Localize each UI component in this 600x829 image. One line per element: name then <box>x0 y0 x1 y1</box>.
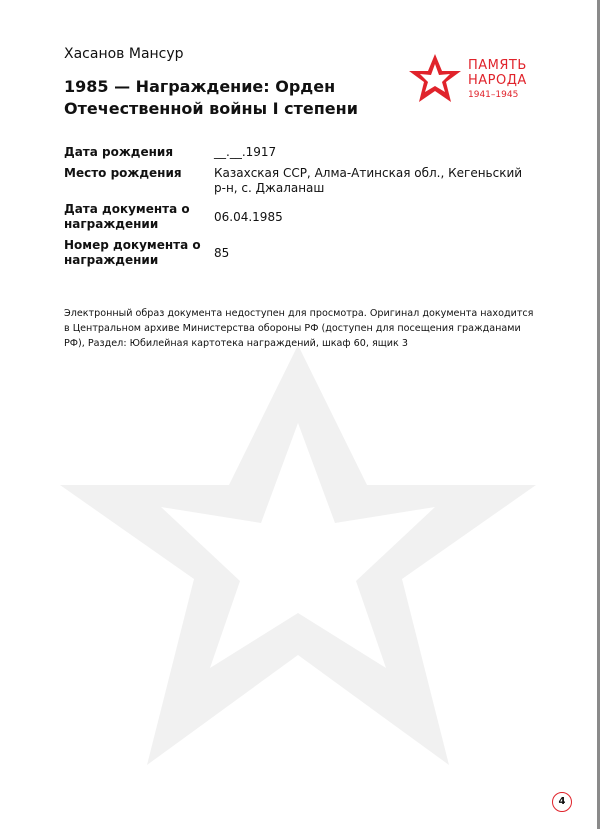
fact-label: Место рождения <box>64 166 182 180</box>
logo-line-2: НАРОДА <box>468 73 527 88</box>
fact-label: Номер документа о награждении <box>64 238 201 267</box>
fact-value: 85 <box>214 245 230 260</box>
logo-years: 1941–1945 <box>468 90 519 100</box>
fact-row-birth-date <box>64 145 534 160</box>
logo-text <box>468 58 527 101</box>
red-star-icon <box>409 54 461 104</box>
fact-value: 06.04.1985 <box>214 209 283 224</box>
fact-row-document-number <box>64 238 534 268</box>
fact-value: __.__.1917 <box>214 145 277 159</box>
award-details <box>64 145 534 274</box>
logo-line-1: ПАМЯТЬ <box>468 58 527 73</box>
fact-label: Дата рождения <box>64 145 174 159</box>
archive-note: Электронный образ документа недоступен для просмотра. Оригинал документа находится в Центральном архиве Министерства обороны РФ (доступен для посещения гражданами РФ), Раздел: Юбилейная картотека награждений, шкаф 60, ящик 3 <box>64 308 534 349</box>
star-watermark-icon <box>60 345 536 765</box>
memory-of-people-logo <box>409 54 549 106</box>
fact-label: Дата документа о награждении <box>64 202 190 231</box>
fact-value: Казахская ССР, Алма-Атинская обл., Кегеньский р-н, с. Джаланаш <box>214 166 523 195</box>
page-title: 1985 — Награждение: Орден Отечественной войны I степени <box>64 77 358 118</box>
fact-row-document-date <box>64 202 534 232</box>
fact-row-birth-place <box>64 166 534 196</box>
page-number-badge: 4 <box>552 792 572 812</box>
person-name: Хасанов Мансур <box>64 46 184 62</box>
